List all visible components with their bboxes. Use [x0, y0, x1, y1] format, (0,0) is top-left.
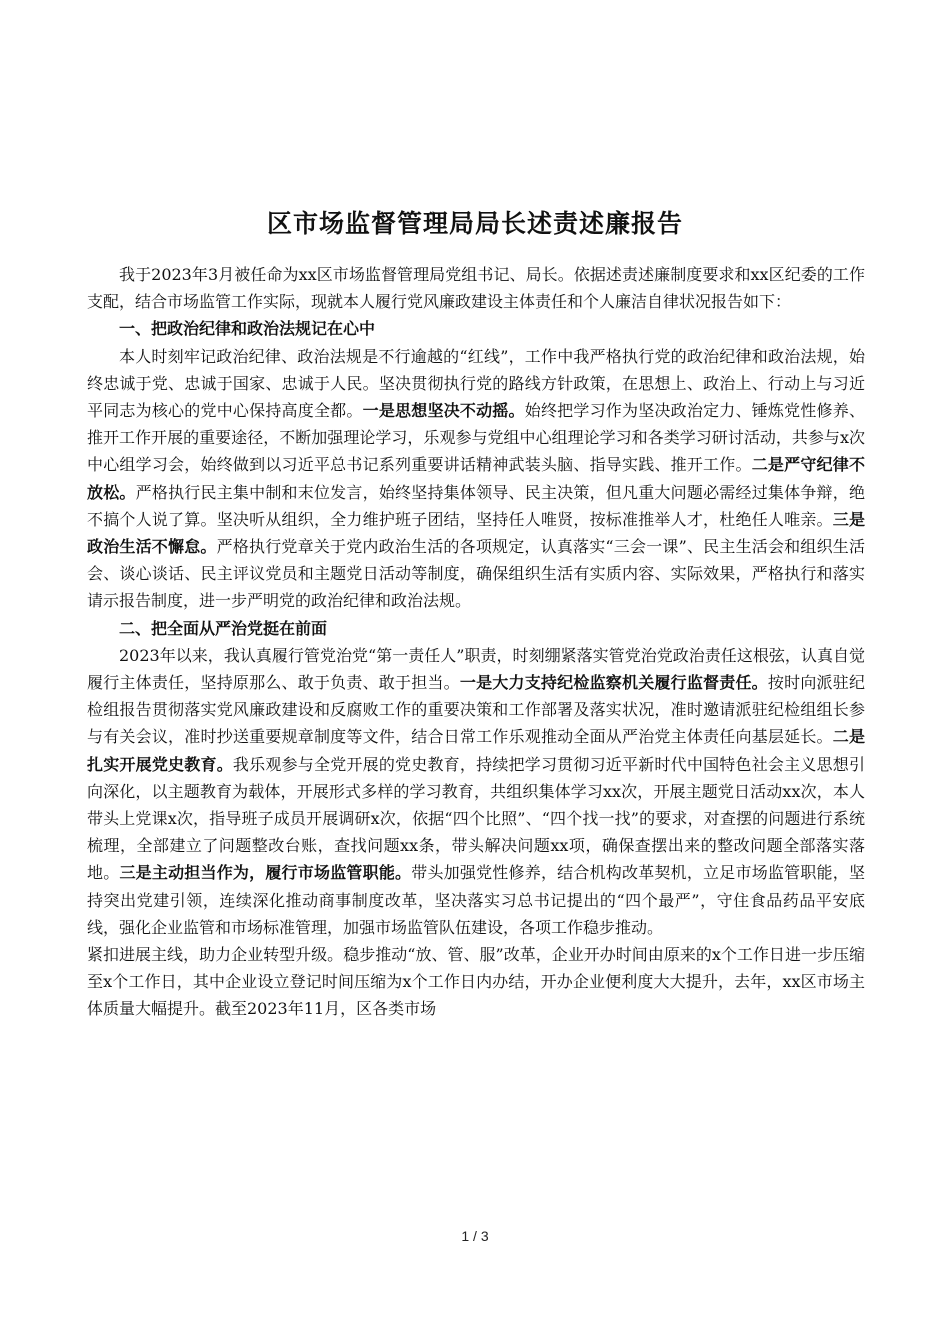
section-2-paragraph-continued: [87, 941, 865, 1023]
section-2-heading: 二、把全面从严治党挺在前面: [119, 618, 328, 638]
document-title: 区市场监督管理局局长述责述廉报告: [266, 209, 683, 238]
section-1-text-4: 严格执行党章关于党内政治生活的各项规定，认真落实“三会一课”、民主生活会和组织生活会、谈心谈话、民主评议党员和主题党日活动等制度，确保组织生活有实质内容、实际效果，严格执行和落实请示报告制度，进一步严明党的政治纪律和政治法规。: [87, 537, 865, 611]
section-2-text-1: 2023年以来，我认真履行管党治党“第一责任人”职责，时刻绷紧落实管党治党政治责任这根弦，认真自觉履行主体责任，坚持原那么、敢于负责、敢于担当。: [87, 645, 865, 693]
section-1-paragraph: [87, 343, 865, 615]
section-1-text-2: 始终把学习作为坚决政治定力、锤炼党性修养、推开工作开展的重要途径，不断加强理论学习，乐观参与党组中心组理论学习和各类学习研讨活动，共参与x次中心组学习会，始终做到以习近平总书记系列重要讲话精神武装头脑、指导实践、推开工作。: [87, 401, 865, 475]
section-2-paragraph: [87, 642, 865, 941]
section-2-text-3: 我乐观参与全党开展的党史教育，持续把学习贯彻习近平新时代中国特色社会主义思想引向深化，以主题教育为载体，开展形式多样的学习教育，共组织集体学习xx次，开展主题党日活动xx次，本人带头上党课x次，指导班子成员开展调研x次，依据“四个比照”、“四个找一找”的要求，对查摆的问题进行系统梳理，全部建立了问题整改台账，查找问题xx条，带头解决问题xx项，确保查摆出来的整改问题全部落实落地。: [87, 754, 865, 883]
document-body: [87, 261, 865, 1023]
section-1-text-3: 严格执行民主集中制和末位发言，始终坚持集体领导、民主决策，但凡重大问题必需经过集体争辩，绝不搞个人说了算。坚决听从组织，全力维护班子团结，坚持任人唯贤，按标准推举人才，杜绝任人唯亲。: [87, 482, 865, 529]
section-2-text-4: 带头加强党性修养，结合机构改革契机，立足市场监管职能，坚持突出党建引领，连续深化推动商事制度改革，坚决落实习总书记提出的“四个最严”，守住食品药品平安底线，强化企业监管和市场标准管理，加强市场监管队伍建设，各项工作稳步推动。: [87, 863, 865, 937]
intro-paragraph: 我于2023年3月被任命为xx区市场监督管理局党组书记、局长。依据述责述廉制度要求和xx区纪委的工作支配，结合市场监管工作实际，现就本人履行党风廉政建设主体责任和个人廉洁自律状况报告如下：: [87, 265, 865, 312]
section-2-text-5: 紧扣进展主线，助力企业转型升级。稳步推动“放、管、服”改革，企业开办时间由原来的x个工作日进一步压缩至x个工作日，其中企业设立登记时间压缩为x个工作日内办结，开办企业便利度大大提升，去年，xx区市场主体质量大幅提升。截至2023年11月，区各类市场: [87, 945, 865, 1019]
section-2-point-2: 二是扎实开展党史教育。: [87, 727, 865, 774]
section-2-point-1: 一是大力支持纪检监察机关履行监督责任。: [459, 673, 768, 693]
section-2-text-2: 按时向派驻纪检组报告贯彻落实党风廉政建设和反腐败工作的重要决策和工作部署及落实状况，准时邀请派驻纪检组组长参与有关会议，准时抄送重要规章制度等文件，结合日常工作乐观推动全面从严治党主体责任向基层延长。: [87, 673, 865, 747]
section-1-point-1: 一是思想坚决不动摇。: [362, 401, 525, 421]
section-1-text-1: 本人时刻牢记政治纪律、政治法规是不行逾越的“红线”，工作中我严格执行党的政治纪律和政治法规，始终忠诚于党、忠诚于国家、忠诚于人民。坚决贯彻执行党的路线方针政策，在思想上、政治上、行动上与习近平同志为核心的党中心保持高度全都。: [87, 346, 865, 421]
page-number: 1 / 3: [461, 1228, 489, 1244]
section-1-point-2: 二是严守纪律不放松。: [87, 455, 865, 502]
section-2-point-3: 三是主动担当作为，履行市场监管职能。: [119, 863, 412, 883]
section-1-point-3: 三是政治生活不懈怠。: [87, 509, 865, 557]
section-1-heading: 一、把政治纪律和政治法规记在心中: [119, 319, 376, 339]
